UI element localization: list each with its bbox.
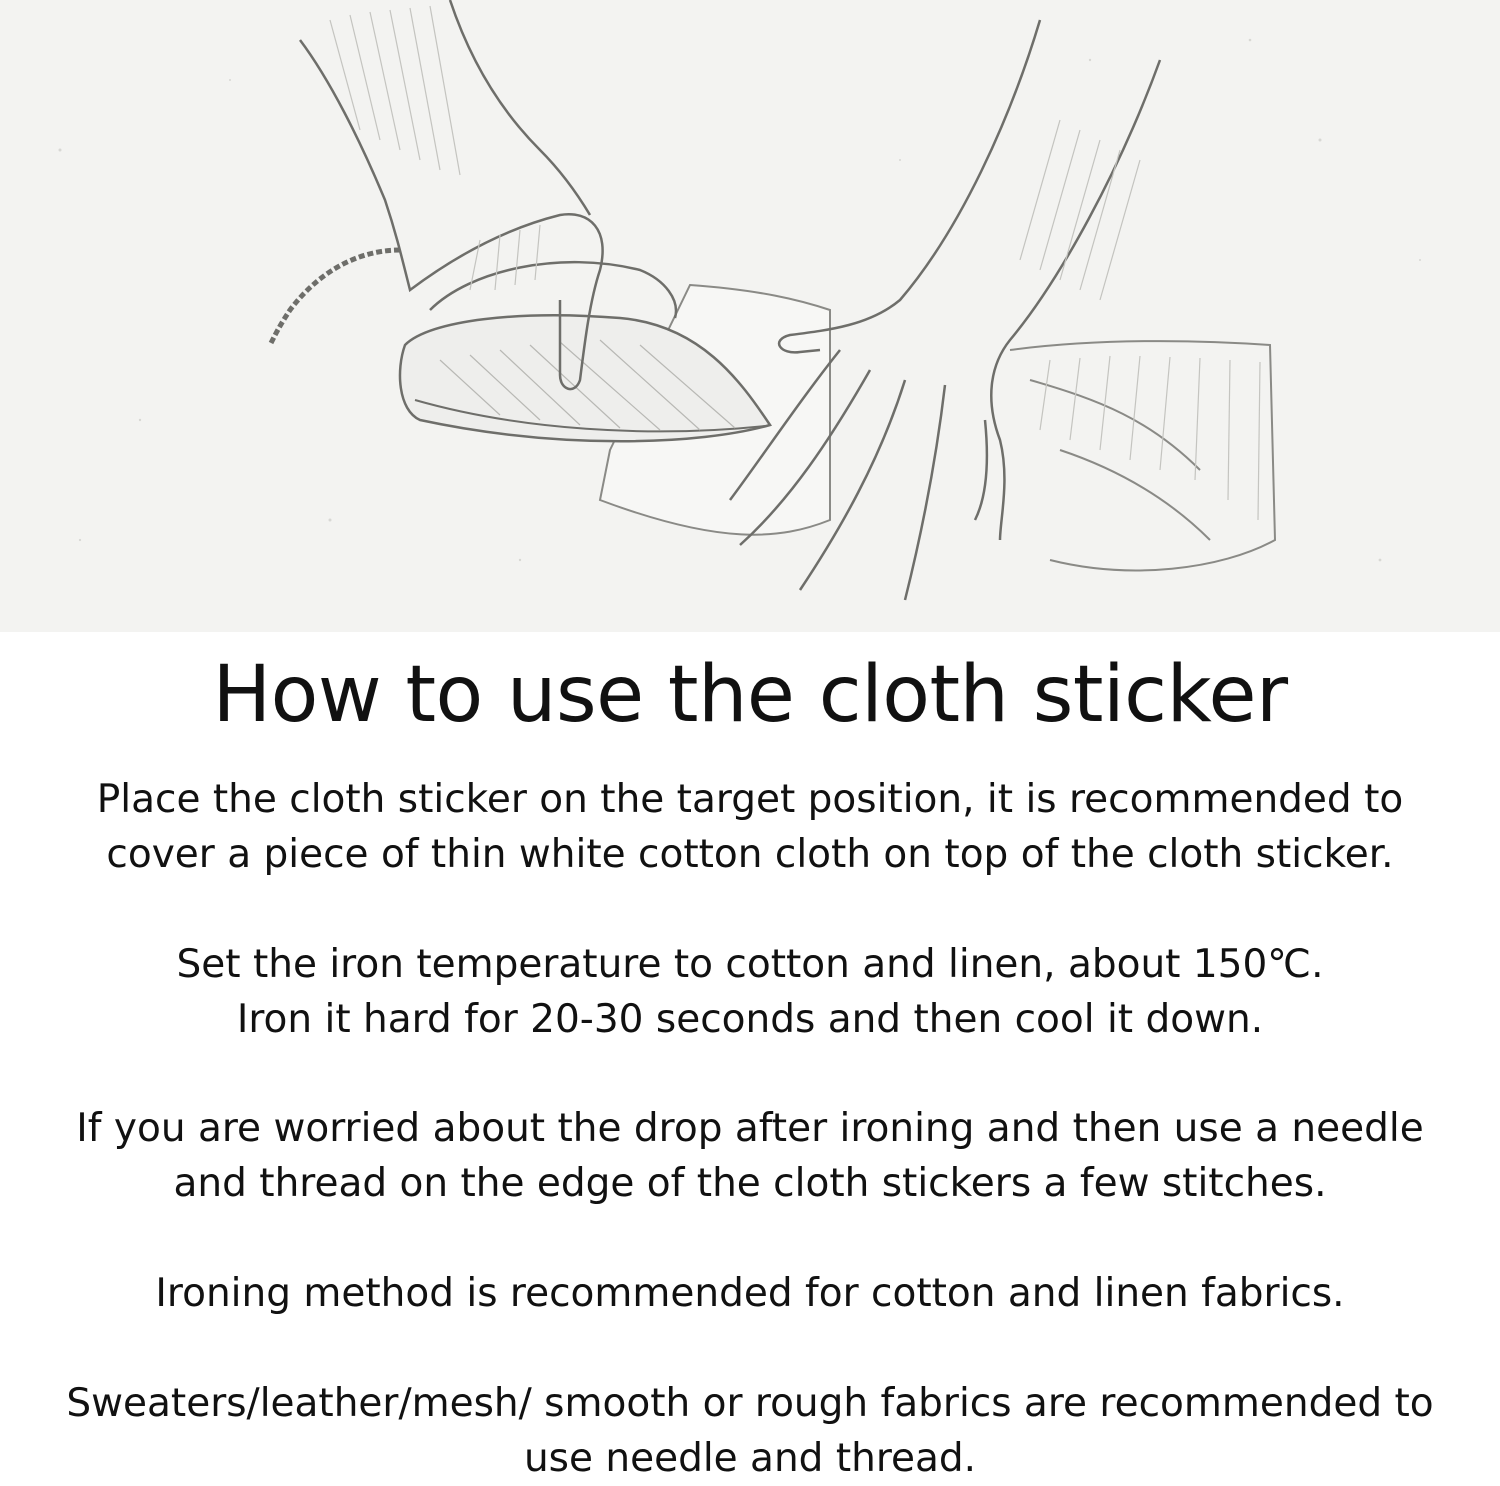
instruction-paragraph-4: Ironing method is recommended for cotton and linen fabrics.	[155, 1271, 1345, 1316]
cloth-hatching	[1040, 356, 1260, 520]
instruction-paragraph-5: Sweaters/leather/mesh/ smooth or rough fabrics are recommended to use needle and thread.	[66, 1381, 1434, 1481]
instruction-paragraph-2: Set the iron temperature to cotton and linen, about 150℃. Iron it hard for 20-30 seconds and then cool it down.	[176, 942, 1324, 1042]
page-title: How to use the cloth sticker	[212, 650, 1288, 740]
left-arm-sketch	[450, 0, 590, 215]
right-arm-sketch	[779, 20, 1040, 352]
iron-handle	[430, 262, 676, 318]
ironing-sketch	[0, 0, 1500, 632]
right-arm-hatching	[1020, 120, 1140, 300]
instruction-paragraph-1: Place the cloth sticker on the target position, it is recommended to cover a piece of thin white cotton cloth on top of the cloth sticker.	[96, 777, 1404, 877]
right-arm-outline	[991, 60, 1160, 540]
cloth-sketch	[1010, 341, 1275, 570]
cord-sketch	[270, 250, 400, 345]
instruction-paragraph-3: If you are worried about the drop after ironing and then use a needle and thread on the edge of the cloth stickers a few stitches.	[76, 1106, 1424, 1206]
ironing-illustration	[0, 0, 1500, 632]
